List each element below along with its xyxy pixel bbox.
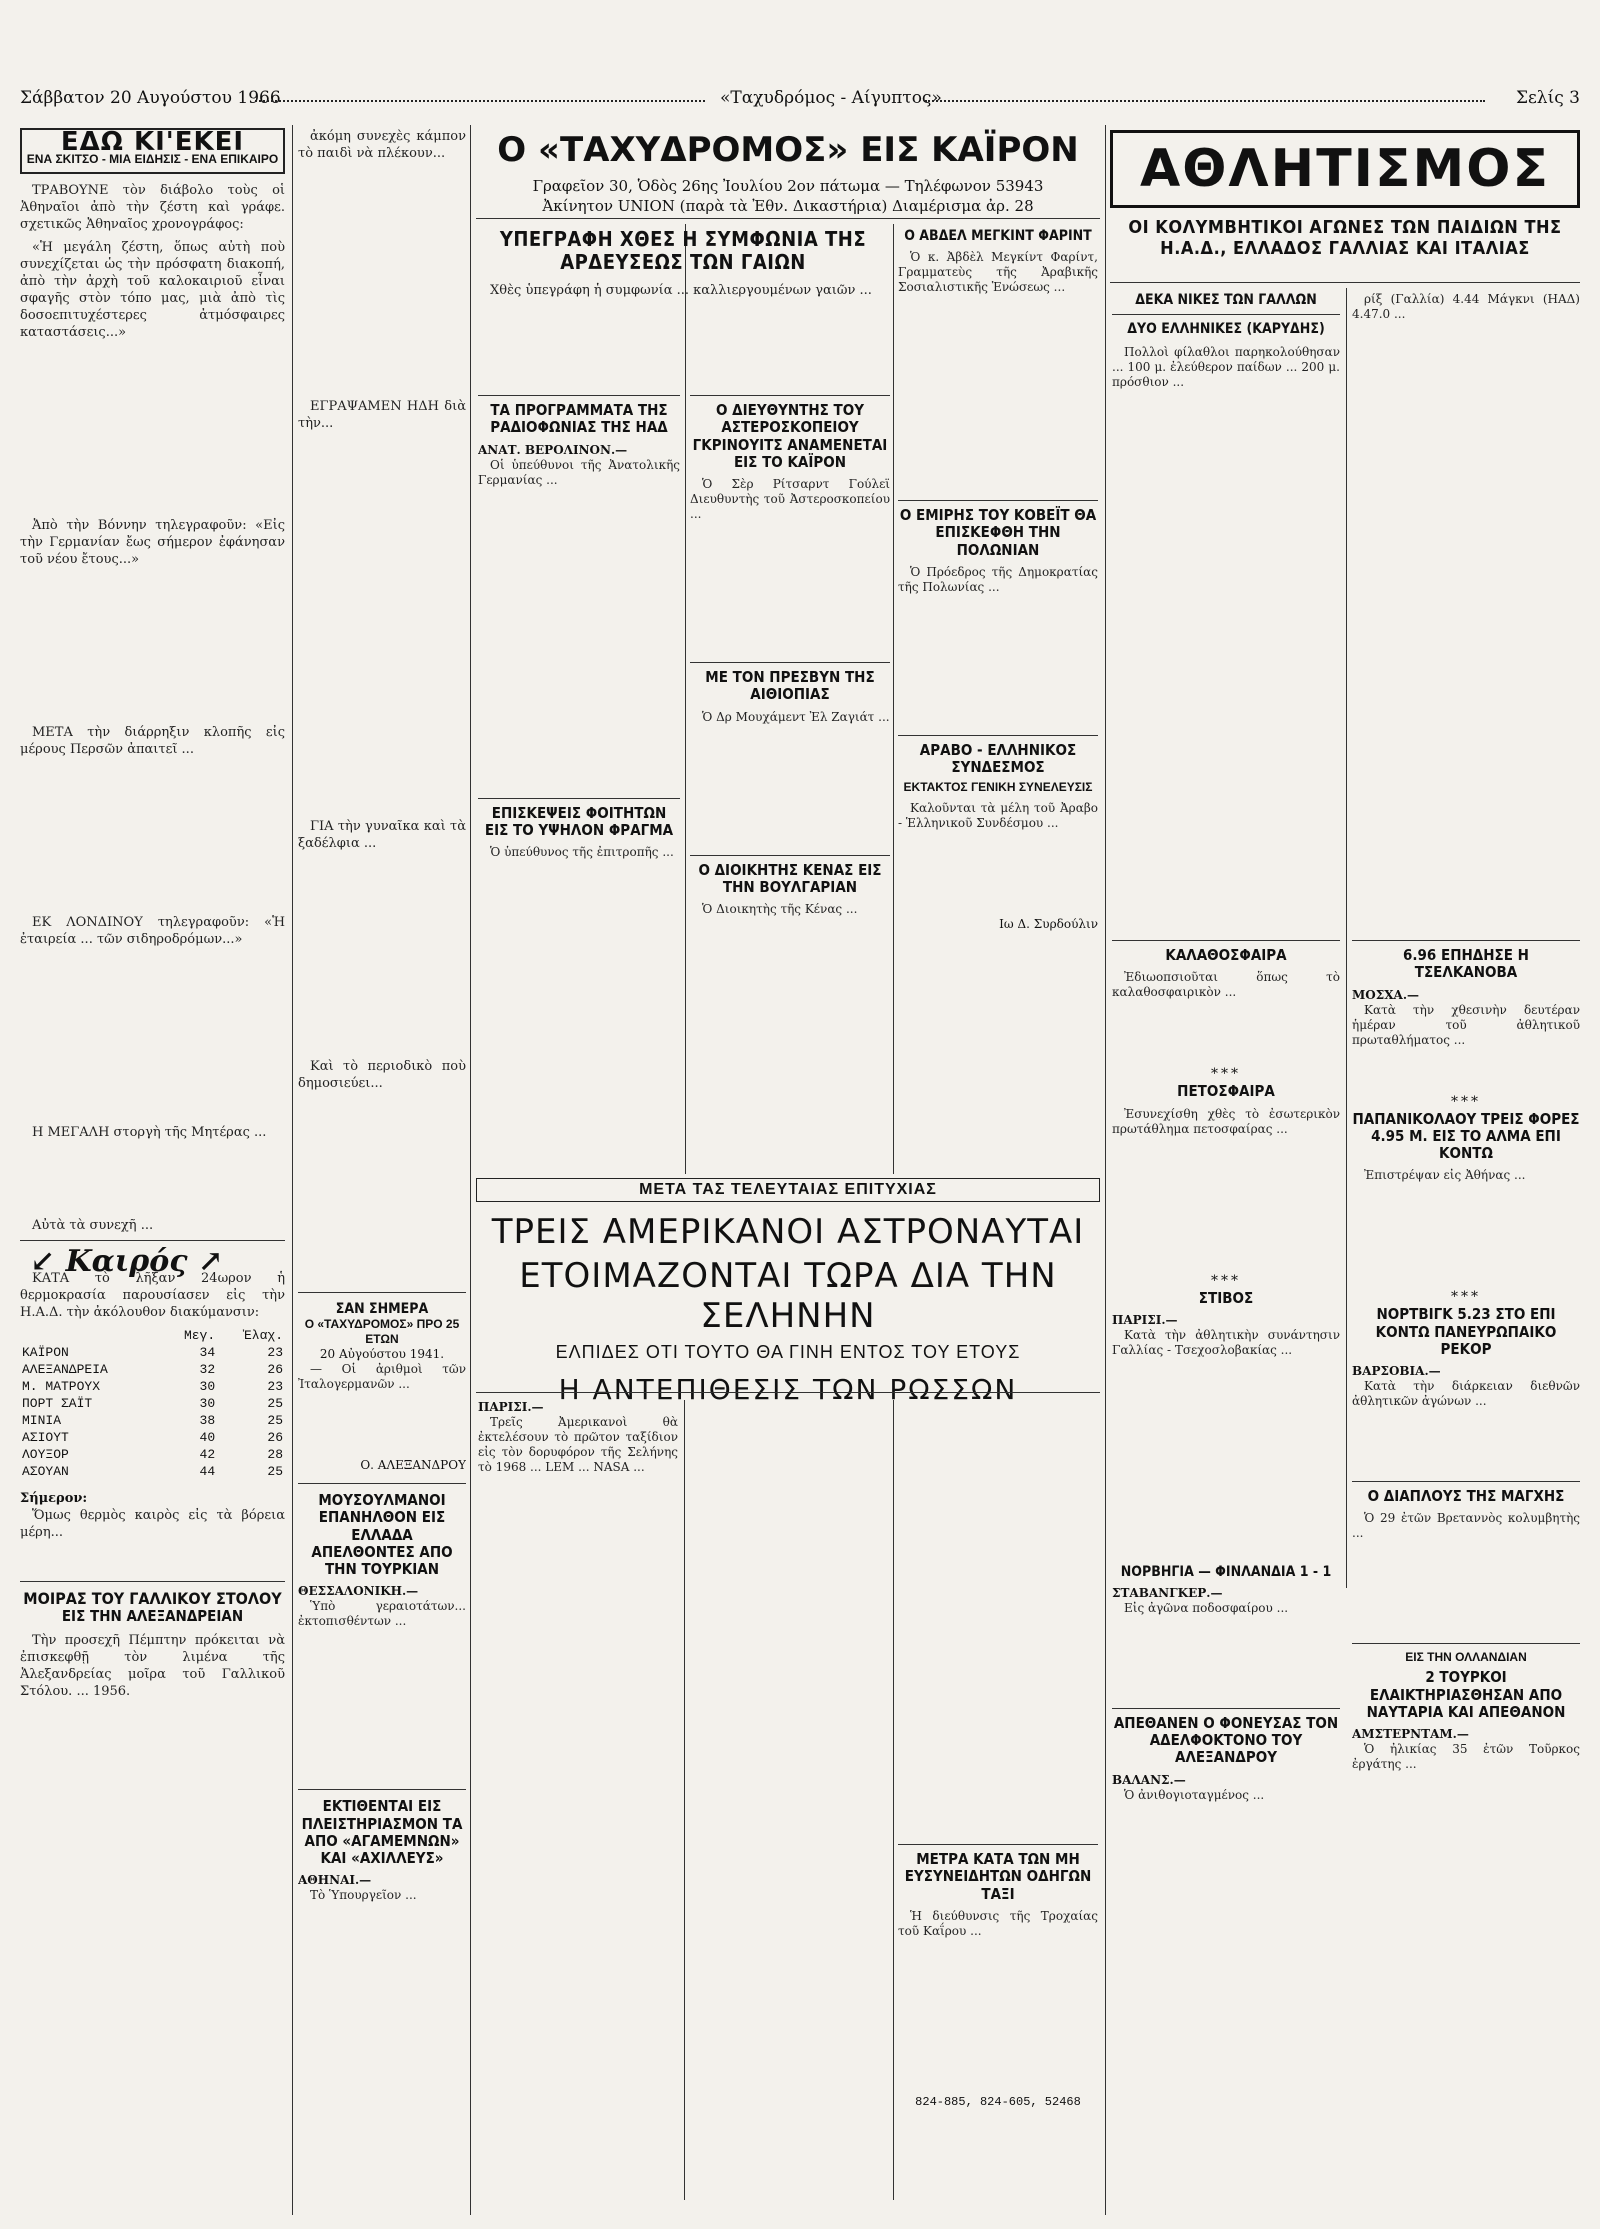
sidebar-signature: Ο. ΑΛΕΞΑΝΔΡΟΥ xyxy=(360,1458,466,1473)
separator-stars: *** xyxy=(1451,1093,1481,1110)
article-headline: ΣΤΙΒΟΣ xyxy=(1198,1288,1254,1307)
center-column-c xyxy=(898,500,1098,1175)
separator-stars: *** xyxy=(1211,1066,1241,1083)
phone-numbers: 824-885, 824-605, 52468 xyxy=(915,2094,1081,2109)
weather-min: 25 xyxy=(267,1464,283,1479)
paragraph: Καὶ τὸ περιοδικὸ ποὺ δημοσιεύει... xyxy=(298,1059,466,1091)
paragraph: Ὁ ἀνιθογιοταγμένος ... xyxy=(1124,1787,1265,1802)
sidebar-date: 20 Αὐγούστου 1941. xyxy=(319,1347,445,1362)
paragraph: Ἐπιστρέψαν εἰς Ἀθήνας ... xyxy=(1364,1168,1526,1183)
body-text xyxy=(20,347,285,517)
paragraph: ΕΚ ΛΟΝΔΙΝΟΥ τηλεγραφοῦν: «Ἡ ἐταιρεία ... τῶν σιδηροδρόμων...» xyxy=(20,915,285,947)
paragraph: ρίξ (Γαλλία) 4.44 Μάγκνι (ΗΑΔ) 4.47.0 ... xyxy=(1352,292,1580,321)
weather-max: 30 xyxy=(199,1396,216,1411)
paragraph: Τὴν προσεχῆ Πέμπτην πρόκειται νὰ ἐπισκεφθῇ τὸν λιμένα τῆς Ἀλεξανδρείας μοῖρα τοῦ Γαλλικοῦ Στόλου. ... 1956. xyxy=(20,1632,285,1699)
paragraph: Ἀπὸ τὴν Βόννην τηλεγραφοῦν: «Εἰς τὴν Γερμανίαν ἔως σήμερον ἐφάνησαν τοῦ νέου ἔτους...» xyxy=(20,518,285,567)
article-headline: ΕΠΙΣΚΕΨΕΙΣ ΦΟΙΤΗΤΩΝ ΕΙΣ ΤΟ ΥΨΗΛΟΝ ΦΡΑΓΜΑ xyxy=(484,803,674,839)
column-2 xyxy=(298,128,466,2208)
masthead-page: Σελίς 3 xyxy=(1515,88,1580,108)
main-story-col-3 xyxy=(898,1400,1098,2200)
signature: Ιω Δ. Συρδούλιν xyxy=(999,917,1098,932)
weather-city: ΑΣΙΟΥΤ xyxy=(22,1430,69,1445)
article-headline: ΝΟΡΒΗΓΙΑ — ΦΙΝΛΑΝΔΙΑ 1 - 1 xyxy=(1120,1563,1332,1580)
sidebar-title: ΣΑΝ ΣΗΜΕΡΑ xyxy=(335,1301,429,1317)
sports-logo: ΑΘΛΗΤΙΣΜΟΣ xyxy=(1110,130,1580,208)
paragraph: Οἱ ὑπεύθυνοι τῆς Ἀνατολικῆς Γερμανίας ... xyxy=(478,457,680,487)
section-subtitle: ΕΝΑ ΣΚΙΤΣΟ - ΜΙΑ ΕΙΔΗΣΙΣ - ΕΝΑ ΕΠΙΚΑΙΡΟ xyxy=(26,152,279,166)
weather-city: ΑΣΟΥΑΝ xyxy=(22,1464,69,1479)
weather-title: Καιρός xyxy=(65,1244,188,1279)
paper-title: Ο «ΤΑΧΥΔΡΟΜΟΣ» ΕΙΣ ΚΑΪΡΟΝ xyxy=(497,130,1079,170)
article-headline: Ο ΔΙΟΙΚΗΤΗΣ ΚΕΝΑΣ ΕΙΣ ΤΗΝ ΒΟΥΛΓΑΡΙΑΝ xyxy=(698,860,882,896)
weather-max: 42 xyxy=(199,1447,216,1462)
weather-row xyxy=(20,1344,285,1361)
sidebar-subtitle: Ο «ΤΑΧΥΔΡΟΜΟΣ» ΠΡΟ 25 ΕΤΩΝ xyxy=(304,1317,460,1347)
column-rule xyxy=(684,1400,685,2200)
weather-city: ΠΟΡΤ ΣΑΪΤ xyxy=(22,1396,93,1411)
paragraph: Αὐτὰ τὰ συνεχῆ ... xyxy=(32,1218,154,1233)
paragraph: «Ἡ μεγάλη ζέστη, ὅπως αὐτὴ ποὺ συνεχίζεται ὡς τὴν πρόσφατη διακοπή, ἀπὸ τὴν ἀρχὴ τοῦ καλοκαιριοῦ εἶναι σφαγῆς στὸν τόπο μας, μιὰ ἀπὸ τὶς δοσοεπιτυχέστερες ἀτμόσφαιρες καταστάσεις...» xyxy=(20,240,285,340)
column-rule xyxy=(685,224,686,1174)
paragraph: Ὁ Πρόεδρος τῆς Δημοκρατίας τῆς Πολωνίας ... xyxy=(898,564,1098,594)
weather-head-min: Ἐλαχ. xyxy=(243,1328,283,1343)
paragraph: Ὁ 29 ἐτῶν Βρεταννὸς κολυμβητὴς ... xyxy=(1352,1511,1580,1541)
article-subheadline: ΔΕΚΑ ΝΙΚΕΣ ΤΩΝ ΓΑΛΛΩΝ xyxy=(1135,292,1317,308)
center-column-b xyxy=(690,395,890,1175)
paragraph: ΤΡΑΒΟΥΝΕ τὸν διάβολο τοὺς οἱ Ἀθηναῖοι ἀπὸ τὴν ζέστη καὶ γράφε. σχετικῶς Ἀθηναῖος χρονογράφος: xyxy=(20,183,285,232)
article-headline: Ο ΕΜΙΡΗΣ ΤΟΥ ΚΟΒΕΪΤ ΘΑ ΕΠΙΣΚΕΦΘΗ ΤΗΝ ΠΟΛΩΝΙΑΝ xyxy=(899,506,1097,559)
paragraph: ΜΕΤΑ τὴν διάρρηξιν κλοπῆς εἰς μέρους Περσῶν ἀπαιτεῖ ... xyxy=(20,725,285,757)
weather-city: ΚΑΪΡΟΝ xyxy=(22,1345,69,1360)
main-headline-2: ΕΤΟΙΜΑΖΟΝΤΑΙ ΤΩΡΑ ΔΙΑ ΤΗΝ ΣΕΛΗΝΗΝ xyxy=(519,1256,1057,1336)
weather-min: 23 xyxy=(267,1345,283,1360)
dateline: ΒΑΛΑΝΣ.— xyxy=(1112,1772,1186,1787)
today-text: Ὅμως θερμὸς καιρὸς εἰς τὰ βόρεια μέρη... xyxy=(20,1508,285,1540)
paragraph: ἀκόμη συνεχὲς κάμπον τὸ παιδὶ νὰ πλέκουν... xyxy=(298,129,466,161)
section-title: ΕΔΩ ΚΙ'ΕΚΕΙ xyxy=(60,128,245,157)
paragraph: Ὁ Διοικητὴς τῆς Κένας ... xyxy=(702,902,858,916)
main-subheadline-2: Η ΑΝΤΕΠΙΘΕΣΙΣ ΤΩΝ ΡΩΣΣΩΝ xyxy=(558,1373,1018,1406)
column-rule xyxy=(292,125,293,2215)
main-kicker: ΜΕΤΑ ΤΑΣ ΤΕΛΕΥΤΑΙΑΣ ΕΠΙΤΥΧΙΑΣ xyxy=(639,1181,937,1198)
weather-row xyxy=(20,1395,285,1412)
article-headline: ΜΟΙΡΑΣ ΤΟΥ ΓΑΛΛΙΚΟΥ ΣΤΟΛΟΥ xyxy=(23,1589,282,1608)
contact-line-2: Ἀκίνητον UNION (παρὰ τὰ Ἐθν. Δικαστήρια) Διαμέρισμα ἀρ. 28 xyxy=(542,197,1034,215)
paragraph: Η ΜΕΓΑΛΗ στοργὴ τῆς Μητέρας ... xyxy=(32,1125,267,1140)
article-headline: Ο ΔΙΕΥΘΥΝΤΗΣ ΤΟΥ ΑΣΤΕΡΟΣΚΟΠΕΙΟΥ ΓΚΡΙΝΟΥΙΤΣ ΑΝΑΜΕΝΕΤΑΙ ΕΙΣ ΤΟ ΚΑΪΡΟΝ xyxy=(692,401,888,471)
paragraph: Ὁ Δρ Μουχάμεντ Ἐλ Ζαγιάτ ... xyxy=(702,709,890,724)
article-headline: ΜΟΥΣΟΥΛΜΑΝΟΙ ΕΠΑΝΗΛΘΟΝ ΕΙΣ ΕΛΛΑΔΑ ΑΠΕΛΘΟΝΤΕΣ ΑΠΟ ΤΗΝ ΤΟΥΡΚΙΑΝ xyxy=(311,1491,453,1579)
paragraph: Ἐσυνεχίσθη χθὲς τὸ ἐσωτερικὸν πρωτάθλημα πετοσφαίρας ... xyxy=(1112,1106,1340,1136)
column-1 xyxy=(20,128,285,2208)
weather-box xyxy=(20,1244,285,1541)
weather-table xyxy=(20,1327,285,1480)
article-headline: 6.96 ΕΠΗΔΗΣΕ Η ΤΣΕΛΚΑΝΟΒΑ xyxy=(1403,946,1529,982)
weather-min: 28 xyxy=(267,1447,283,1462)
article-kicker: ΕΙΣ ΤΗΝ ΟΛΛΑΝΔΙΑΝ xyxy=(1405,1650,1527,1665)
center-column-a xyxy=(478,395,680,1175)
column-rule xyxy=(470,125,471,2215)
article-headline: ΠΑΠΑΝΙΚΟΛΑΟΥ ΤΡΕΙΣ ΦΟΡΕΣ 4.95 Μ. ΕΙΣ ΤΟ ΑΛΜΑ ΕΠΙ ΚΟΝΤΩ xyxy=(1352,1109,1580,1162)
main-story-col-2 xyxy=(689,1400,889,2200)
weather-city: ΛΟΥΞΟΡ xyxy=(22,1447,69,1462)
on-this-day-box xyxy=(298,1301,466,1473)
article-farid xyxy=(898,228,1098,488)
dateline: ΑΘΗΝΑΙ.— xyxy=(298,1873,372,1888)
article-headline: ΑΠΕΘΑΝΕΝ Ο ΦΟΝΕΥΣΑΣ ΤΟΝ ΑΔΕΛΦΟΚΤΟΝΟ ΤΟΥ ΑΛΕΞΑΝΔΡΟΥ xyxy=(1113,1713,1339,1767)
weather-arrow-icon: ↗ xyxy=(197,1244,224,1279)
dotted-rule xyxy=(255,100,705,102)
sports-column-a2 xyxy=(1112,940,1340,2200)
weather-max: 40 xyxy=(199,1430,216,1445)
separator-stars: *** xyxy=(1451,1289,1481,1306)
paragraph: Ἡ διεύθυνσις τῆς Τροχαίας τοῦ Καΐρου ... xyxy=(898,1908,1098,1938)
paragraph: Εἰς ἀγῶνα ποδοσφαίρου ... xyxy=(1124,1600,1289,1615)
weather-max: 34 xyxy=(199,1345,216,1360)
dateline: ΜΟΣΧΑ.— xyxy=(1352,987,1420,1002)
article-subheadline: ΕΙΣ ΤΗΝ ΑΛΕΞΑΝΔΡΕΙΑΝ xyxy=(61,1607,244,1626)
paragraph: Ὁ Σὲρ Ρίτσαρντ Γούλεϊ Διευθυντὴς τοῦ Ἀστεροσκοπείου ... xyxy=(690,477,890,521)
weather-row xyxy=(20,1429,285,1446)
sports-column-a xyxy=(1112,292,1340,932)
paragraph: Χθὲς ὑπεγράφη ἡ συμφωνία ... καλλιεργουμένων γαιῶν ... xyxy=(490,283,872,298)
weather-city: ΜΙΝΙΑ xyxy=(22,1413,62,1428)
weather-max: 32 xyxy=(199,1362,216,1377)
article-headline: ΥΠΕΓΡΑΦΗ ΧΘΕΣ Η ΣΥΜΦΩΝΙΑ ΤΗΣ ΑΡΔΕΥΣΕΩΣ ΤΩΝ ΓΑΙΩΝ xyxy=(499,228,867,274)
weather-min: 26 xyxy=(267,1362,283,1377)
column-rule xyxy=(893,1400,894,2200)
sports-column-b xyxy=(1352,292,1580,932)
weather-arrow-icon: ↙ xyxy=(30,1244,56,1279)
article-headline: ΑΡΑΒΟ - ΕΛΛΗΝΙΚΟΣ ΣΥΝΔΕΣΜΟΣ xyxy=(919,740,1077,776)
sports-column-b2 xyxy=(1352,940,1580,2200)
separator-stars: *** xyxy=(1211,1272,1241,1289)
article-subheadline: ΕΚΤΑΚΤΟΣ ΓΕΝΙΚΗ ΣΥΝΕΛΕΥΣΙΣ xyxy=(903,780,1093,795)
dateline: ΣΤΑΒΑΝΓΚΕΡ.— xyxy=(1112,1585,1223,1600)
paragraph: Ὁ ἠλικίας 35 ἐτῶν Τοῦρκος ἐργάτης ... xyxy=(1352,1742,1580,1771)
article-irrigation xyxy=(478,228,888,358)
article-headline: Ο ΑΒΔΕΛ ΜΕΓΚΙΝΤ ΦΑΡΙΝΤ xyxy=(904,228,1092,244)
weather-city: ΑΛΕΞΑΝΔΡΕΙΑ xyxy=(22,1362,108,1377)
column-rule xyxy=(1105,125,1106,2215)
paragraph: ΓΙΑ τὴν γυναῖκα καὶ τὰ ξαδέλφια ... xyxy=(298,819,466,851)
paragraph: Κατὰ τὴν ἀθλητικὴν συνάντησιν Γαλλίας - Τσεχοσλοβακίας ... xyxy=(1112,1327,1340,1357)
column-rule xyxy=(1346,288,1347,1588)
dateline: ΑΝΑΤ. ΒΕΡΟΛΙΝΟΝ.— xyxy=(478,442,628,457)
paragraph: Ὑπὸ γεραιοτάτων... ἐκτοπισθέντων ... xyxy=(298,1599,466,1629)
article-headline: ΟΙ ΚΟΛΥΜΒΗΤΙΚΟΙ ΑΓΩΝΕΣ ΤΩΝ ΠΑΙΔΙΩΝ ΤΗΣ Η.Α.Δ., ΕΛΛΑΔΟΣ ΓΑΛΛΙΑΣ ΚΑΙ ΙΤΑΛΙΑΣ xyxy=(1128,217,1562,259)
article-headline: 2 ΤΟΥΡΚΟΙ ΕΛΑΙΚΤΗΡΙΑΣΘΗΣΑΝ ΑΠΟ ΝΑΥΤΑΡΙΑ ΚΑΙ ΑΠΕΘΑΝΟΝ xyxy=(1366,1668,1566,1721)
article-headline: ΚΑΛΑΘΟΣΦΑΙΡΑ xyxy=(1165,946,1287,964)
paragraph: Καλοῦνται τὰ μέλη τοῦ Ἀραβο - Ἑλληνικοῦ Συνδέσμου ... xyxy=(898,801,1098,831)
paragraph: Κατὰ τὴν διάρκειαν διεθνῶν ἀθλητικῶν ἀγώνων ... xyxy=(1352,1379,1580,1408)
main-story-col-1 xyxy=(478,1400,678,2200)
weather-min: 23 xyxy=(267,1379,283,1394)
dotted-rule xyxy=(925,100,1485,102)
weather-intro: ΚΑΤΑ τὸ λῆξαν 24ωρον ἡ θερμοκρασία παρουσίασεν εἰς τὴν Η.Α.Δ. τὴν ἀκόλουθον διακύμανσιν: xyxy=(20,1271,285,1320)
article-headline: Ο ΔΙΑΠΛΟΥΣ ΤΗΣ ΜΑΓΧΗΣ xyxy=(1367,1487,1565,1505)
paragraph: ΕΓΡΑΨΑΜΕΝ ΗΔΗ διὰ τὴν... xyxy=(298,399,466,431)
main-subheadline: ΕΛΠΙΔΕΣ ΟΤΙ ΤΟΥΤΟ ΘΑ ΓΙΝΗ ΕΝΤΟΣ ΤΟΥ ΕΤΟΥΣ xyxy=(555,1342,1021,1362)
dateline: ΑΜΣΤΕΡΝΤΑΜ.— xyxy=(1352,1727,1469,1741)
masthead-date: Σάββατον 20 Αυγούστου 1966 xyxy=(20,88,281,108)
weather-header-row xyxy=(20,1327,285,1344)
article-headline: ΝΟΡΤΒΙΓΚ 5.23 ΣΤΟ ΕΠΙ ΚΟΝΤΩ ΠΑΝΕΥΡΩΠΑΙΚΟ ΡΕΚΟΡ xyxy=(1375,1305,1557,1358)
article-headline: ΠΕΤΟΣΦΑΙΡΑ xyxy=(1177,1082,1275,1101)
eds-kiekei-header xyxy=(20,128,285,174)
weather-row xyxy=(20,1378,285,1395)
weather-row xyxy=(20,1412,285,1429)
article-subheadline: ΔΥΟ ΕΛΛΗΝΙΚΕΣ (ΚΑΡΥΔΗΣ) xyxy=(1127,321,1325,338)
weather-row xyxy=(20,1463,285,1480)
weather-max: 38 xyxy=(199,1413,216,1428)
dateline: ΒΑΡΣΟΒΙΑ.— xyxy=(1352,1364,1441,1378)
paragraph: Τὸ Ὑπουργεῖον ... xyxy=(310,1888,417,1903)
weather-max: 30 xyxy=(199,1379,216,1394)
dateline: ΘΕΣΣΑΛΟΝΙΚΗ.— xyxy=(298,1584,419,1599)
paragraph: Ἐδιωοπσιοῦται ὅπως τὸ καλαθοσφαιρικὸν ... xyxy=(1112,970,1340,1000)
dateline: ΠΑΡΙΣΙ.— xyxy=(478,1400,544,1414)
main-story-header xyxy=(476,1178,1100,1406)
masthead-paper: «Ταχυδρόμος - Αίγυπτος» xyxy=(720,88,942,108)
center-block xyxy=(476,130,1100,216)
weather-head-max: Μεγ. xyxy=(183,1328,216,1343)
column-rule xyxy=(893,224,894,1174)
today-label: Σήμερον: xyxy=(20,1491,88,1506)
article-headline: ΕΚΤΙΘΕΝΤΑΙ ΕΙΣ ΠΛΕΙΣΤΗΡΙΑΣΜΟΝ ΤΑ ΑΠΟ «ΑΓΑΜΕΜΝΩΝ» ΚΑΙ «ΑΧΙΛΛΕΥΣ» xyxy=(301,1797,463,1868)
weather-row xyxy=(20,1361,285,1378)
article-headline: ΜΕ ΤΟΝ ΠΡΕΣΒΥΝ ΤΗΣ ΑΙΘΙΟΠΙΑΣ xyxy=(705,668,875,704)
paragraph: Πολλοὶ φίλαθλοι παρηκολούθησαν ... 100 μ. ἐλεύθερον παίδων ... 200 μ. πρόσθιον ... xyxy=(1112,345,1340,390)
masthead xyxy=(20,88,1580,114)
main-headline-1: ΤΡΕΙΣ ΑΜΕΡΙΚΑΝΟΙ ΑΣΤΡΟΝΑΥΤΑΙ xyxy=(491,1212,1085,1252)
dateline: ΠΑΡΙΣΙ.— xyxy=(1112,1312,1178,1327)
paragraph: Ὁ ὑπεύθυνος τῆς ἐπιτροπῆς ... xyxy=(490,845,674,859)
paragraph: Τρεῖς Ἀμερικανοὶ θὰ ἐκτελέσουν τὸ πρῶτον ταξίδιον εἰς τὸν δορυφόρον τῆς Σελήνης τὸ 1968 ... LEM ... NASA ... xyxy=(478,1415,678,1474)
weather-min: 26 xyxy=(267,1430,283,1445)
paragraph: Ὁ κ. Ἀβδὲλ Μεγκίντ Φαρίντ, Γραμματεὺς τῆς Ἀραβικῆς Σοσιαλιστικῆς Ἑνώσεως ... xyxy=(898,250,1098,295)
sports-section xyxy=(1110,130,1580,259)
paragraph: Κατὰ τὴν χθεσινὴν δευτέραν ἡμέραν τοῦ ἀθλητικοῦ πρωταθλήματος ... xyxy=(1352,1002,1580,1047)
weather-row xyxy=(20,1446,285,1463)
weather-min: 25 xyxy=(267,1413,283,1428)
weather-min: 25 xyxy=(267,1396,283,1411)
sidebar-text: — Οἱ ἀριθμοὶ τῶν Ἰταλογερμανῶν ... xyxy=(298,1362,466,1392)
weather-max: 44 xyxy=(199,1464,216,1479)
contact-line-1: Γραφεῖον 30, Ὁδὸς 26ης Ἰουλίου 2ον πάτωμα — Τηλέφωνον 53943 xyxy=(532,177,1044,195)
article-headline: ΤΑ ΠΡΟΓΡΑΜΜΑΤΑ ΤΗΣ ΡΑΔΙΟΦΩΝΙΑΣ ΤΗΣ ΗΑΔ xyxy=(490,401,668,437)
weather-city: Μ. ΜΑΤΡΟΥΧ xyxy=(22,1379,101,1394)
article-headline: ΜΕΤΡΑ ΚΑΤΑ ΤΩΝ ΜΗ ΕΥΣΥΝΕΙΔΗΤΩΝ ΟΔΗΓΩΝ ΤΑΞΙ xyxy=(904,1850,1092,1903)
